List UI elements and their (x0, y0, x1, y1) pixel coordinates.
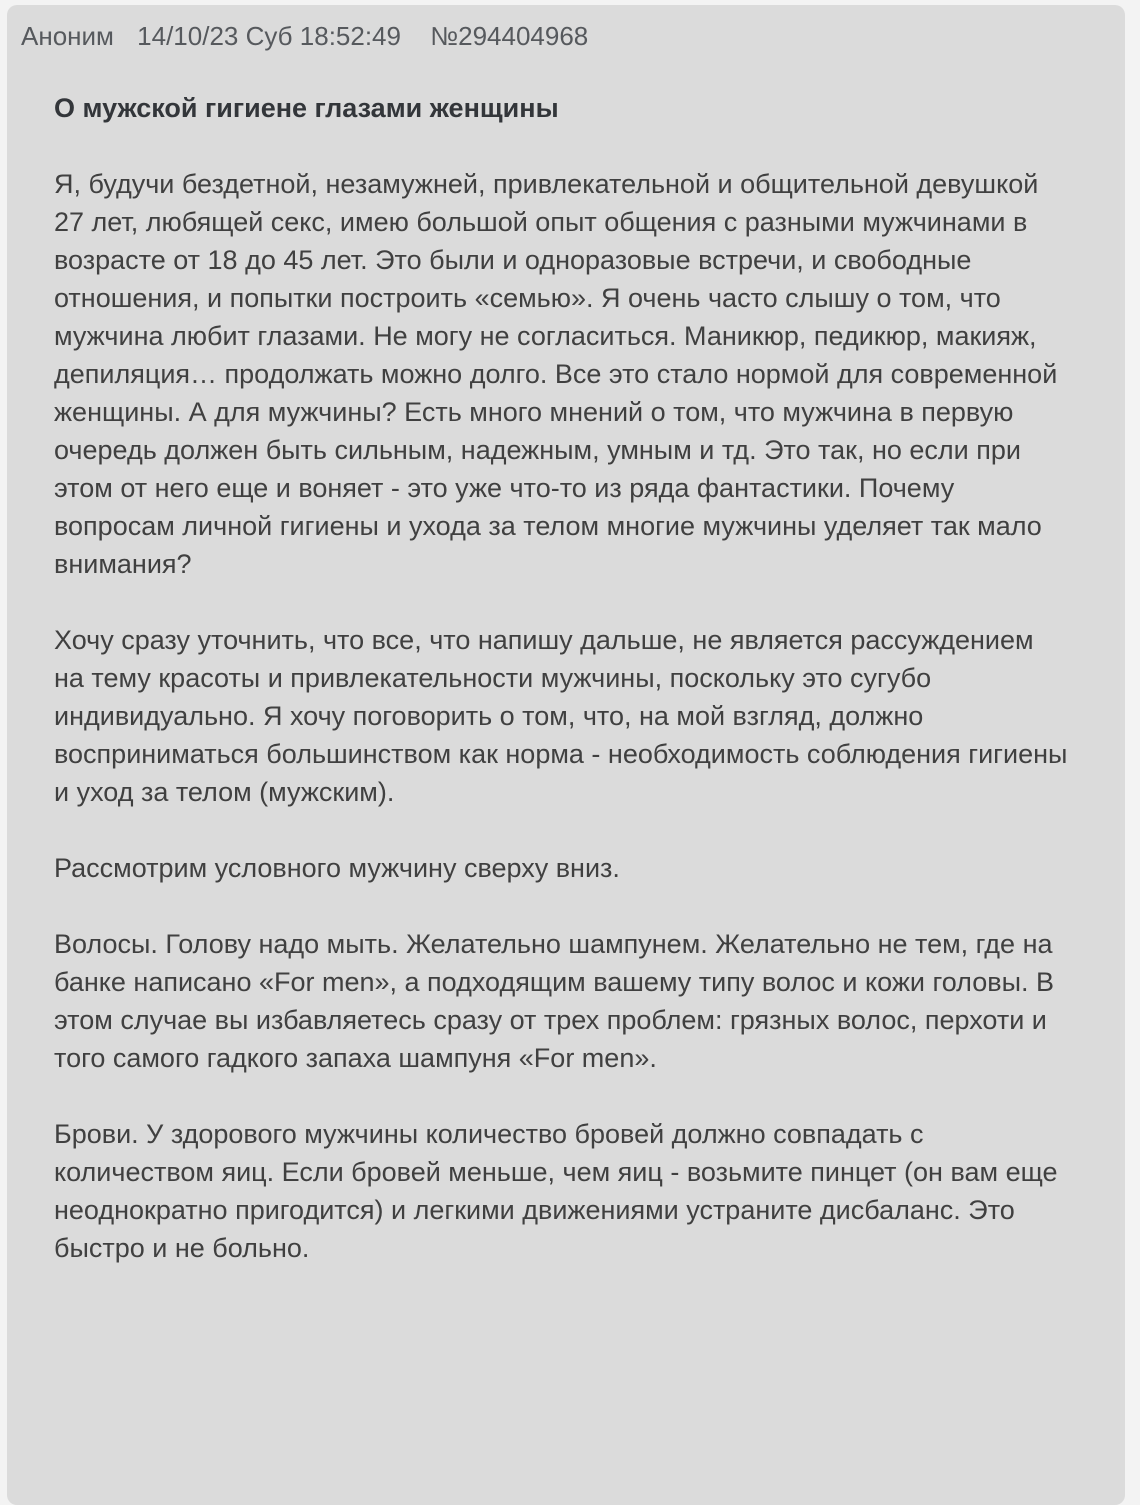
post-subject: О мужской гигиене глазами женщины (54, 93, 559, 123)
post-message (54, 89, 1111, 1267)
post-paragraph-disclaimer: Хочу сразу уточнить, что все, что напишу дальше, не является рассуждением на тему красоты и привлекательности мужчины, поскольку это сугубо индивидуально. Я хочу поговорить о том, что, на мой взгляд, должно восприниматься большинством как норма - необходимость соблюдения гигиены и уход за телом (мужским). (54, 625, 1068, 807)
post-paragraph-overview: Рассмотрим условного мужчину сверху вниз. (54, 853, 620, 883)
post-number-link[interactable]: №294404968 (430, 21, 589, 51)
post-header (21, 19, 1111, 53)
post-paragraph-intro: Я, будучи бездетной, незамужней, привлекательной и общительной девушкой 27 лет, любящей секс, имею большой опыт общения с разными мужчинами в возрасте от 18 до 45 лет. Это были и одноразовые встречи, и свободные отношения, и попытки построить «семью». Я очень часто слышу о том, что мужчина любит глазами. Не могу не согласиться. Маникюр, педикюр, макияж, депиляция… продолжать можно долго. Все это стало нормой для современной женщины. А для мужчины? Есть много мнений о том, что мужчина в первую очередь должен быть сильным, надежным, умным и тд. Это так, но если при этом от него еще и воняет - это уже что-то из ряда фантастики. Почему вопросам личной гигиены и ухода за телом многие мужчины уделяет так мало внимания? (54, 169, 1058, 579)
post-paragraph-brows: Брови. У здорового мужчины количество бровей должно совпадать с количеством яиц. Если бровей меньше, чем яиц - возьмите пинцет (он вам еще неоднократно пригодится) и легкими движениями устраните дисбаланс. Это быстро и не больно. (54, 1119, 1058, 1263)
post-paragraph-hair: Волосы. Голову надо мыть. Желательно шампунем. Желательно не тем, где на банке написано «For men», а подходящим вашему типу волос и кожи головы. В этом случае вы избавляетесь сразу от трех проблем: грязных волос, перхоти и того самого гадкого запаха шампуня «For men». (54, 929, 1054, 1073)
post-author: Аноним (21, 21, 114, 51)
post-datetime: 14/10/23 Суб 18:52:49 (137, 21, 401, 51)
post (7, 5, 1125, 1505)
